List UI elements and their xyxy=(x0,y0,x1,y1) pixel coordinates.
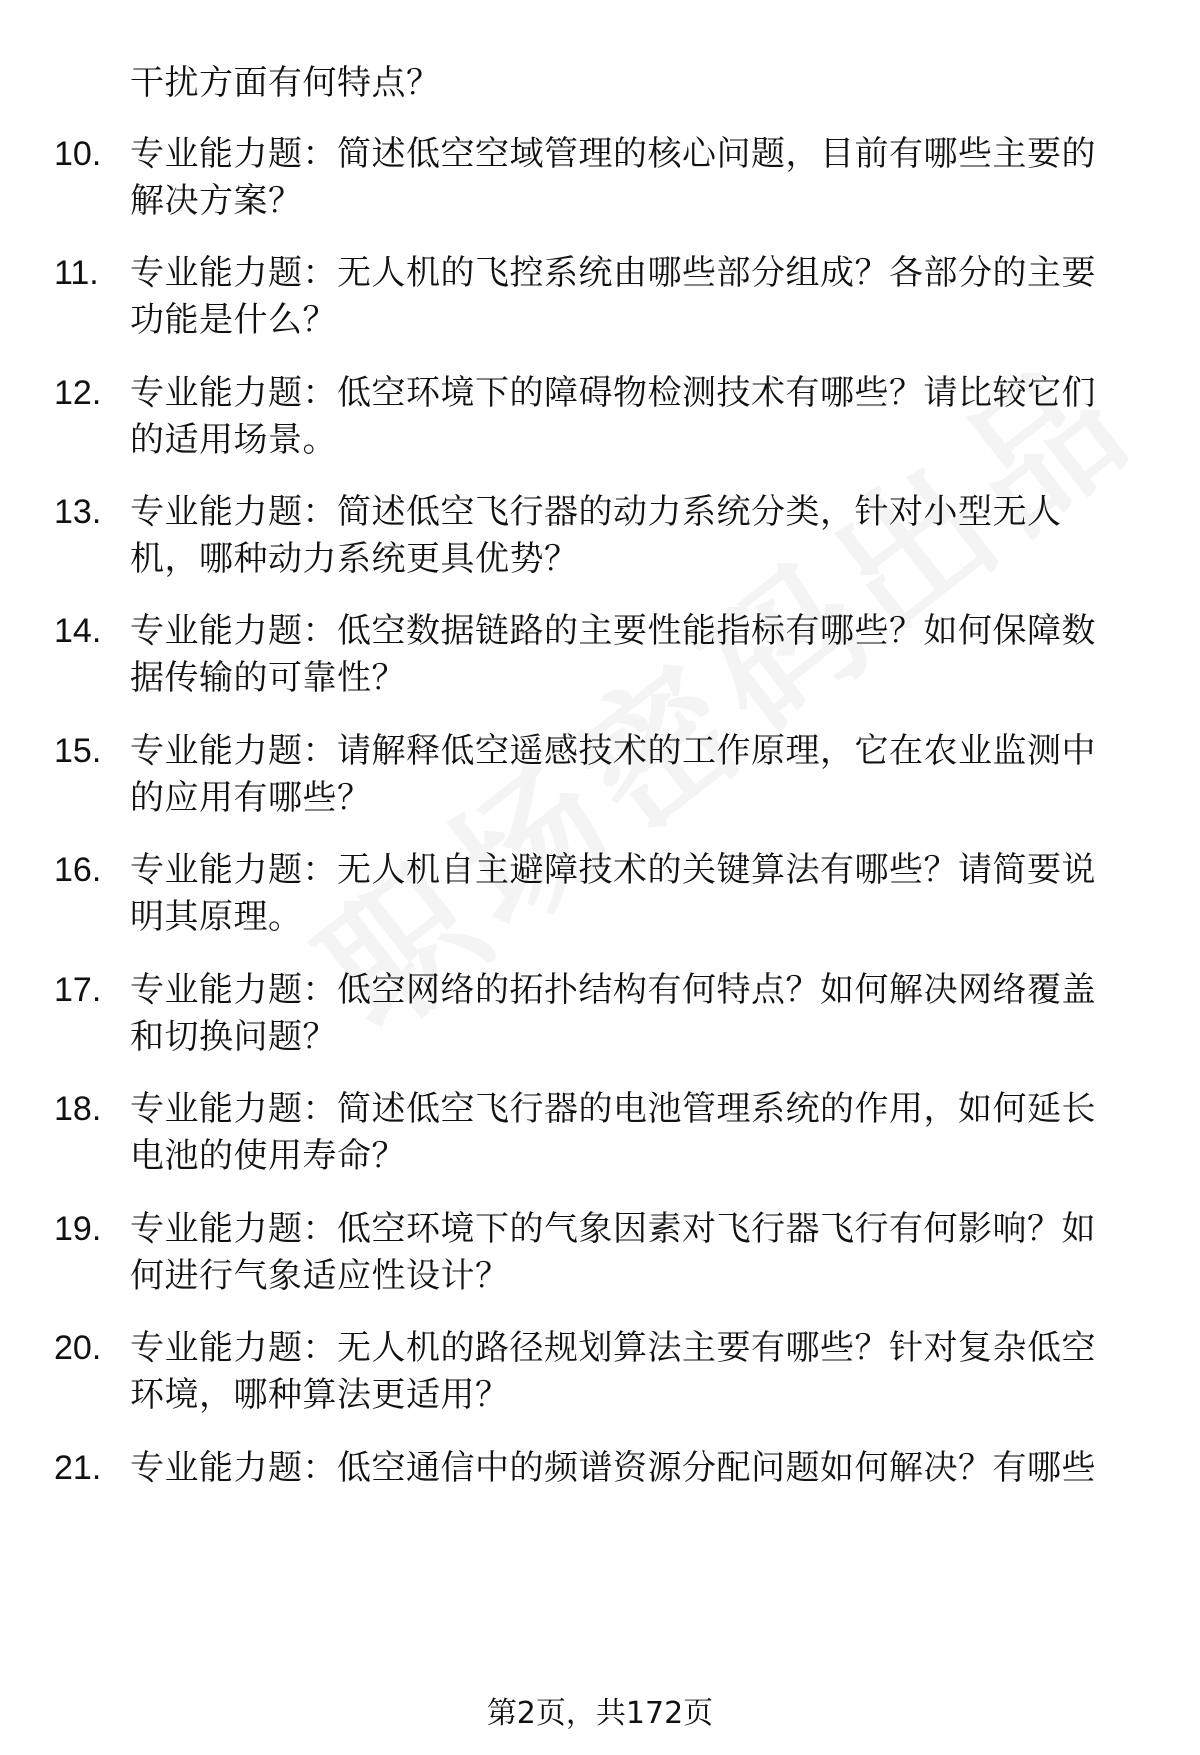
item-text-line1: 专业能力题：简述低空飞行器的电池管理系统的作用，如何延长 xyxy=(130,1089,1096,1129)
item-text-line1: 专业能力题：低空通信中的频谱资源分配问题如何解决？有哪些 xyxy=(130,1448,1096,1488)
item-text-line2: 解决方案？ xyxy=(130,181,303,221)
item-number: 19. xyxy=(54,1210,102,1248)
item-text-line2: 电池的使用寿命？ xyxy=(130,1136,406,1176)
list-item xyxy=(0,967,1200,1059)
item-number: 10. xyxy=(54,135,102,173)
item-text-line1: 专业能力题：低空环境下的气象因素对飞行器飞行有何影响？如 xyxy=(130,1209,1096,1249)
item-number: 13. xyxy=(54,493,102,531)
item-number: 14. xyxy=(54,612,102,650)
item-number: 16. xyxy=(54,851,102,889)
item-text-line2: 机，哪种动力系统更具优势？ xyxy=(130,539,579,579)
list-item xyxy=(0,1206,1200,1298)
list-item xyxy=(0,489,1200,581)
list-item xyxy=(0,608,1200,700)
item-text-line1: 专业能力题：无人机的飞控系统由哪些部分组成？各部分的主要 xyxy=(130,253,1096,293)
item-number: 18. xyxy=(54,1090,102,1128)
item-text-line1: 专业能力题：请解释低空遥感技术的工作原理，它在农业监测中 xyxy=(130,731,1096,771)
item-text-line1: 专业能力题：低空环境下的障碍物检测技术有哪些？请比较它们 xyxy=(130,373,1096,413)
item-text-line2: 的适用场景。 xyxy=(130,420,337,460)
list-item xyxy=(0,1325,1200,1417)
item-text-line2: 明其原理。 xyxy=(130,897,303,937)
item-number: 21. xyxy=(54,1449,102,1487)
item-number: 11. xyxy=(54,254,99,292)
item-text-line2: 环境，哪种算法更适用？ xyxy=(130,1375,510,1415)
list-item xyxy=(0,1445,1200,1537)
list-item xyxy=(0,250,1200,342)
intro-line: 干扰方面有何特点？ xyxy=(130,63,441,103)
list-item xyxy=(0,847,1200,939)
list-item xyxy=(0,1086,1200,1178)
item-text-line1: 专业能力题：低空数据链路的主要性能指标有哪些？如何保障数 xyxy=(130,611,1096,651)
item-text-line2: 何进行气象适应性设计？ xyxy=(130,1256,510,1296)
item-number: 15. xyxy=(54,732,102,770)
item-text-line1: 专业能力题：无人机自主避障技术的关键算法有哪些？请简要说 xyxy=(130,850,1096,890)
item-text-line1: 专业能力题：简述低空空域管理的核心问题，目前有哪些主要的 xyxy=(130,134,1096,174)
item-number: 12. xyxy=(54,374,102,412)
list-item xyxy=(0,131,1200,223)
item-text-line2: 和切换问题？ xyxy=(130,1017,337,1057)
list-item xyxy=(0,370,1200,462)
item-text-line2: 据传输的可靠性？ xyxy=(130,658,406,698)
page-footer: 第2页，共172页 xyxy=(486,1696,714,1731)
item-text-line1: 专业能力题：简述低空飞行器的动力系统分类，针对小型无人 xyxy=(130,492,1062,532)
item-text-line1: 专业能力题：无人机的路径规划算法主要有哪些？针对复杂低空 xyxy=(130,1328,1096,1368)
item-text-line2: 功能是什么？ xyxy=(130,300,337,340)
item-number: 17. xyxy=(54,971,102,1009)
list-item xyxy=(0,728,1200,820)
item-text-line1: 专业能力题：低空网络的拓扑结构有何特点？如何解决网络覆盖 xyxy=(130,970,1096,1010)
item-text-line2: 的应用有哪些？ xyxy=(130,778,372,818)
item-number: 20. xyxy=(54,1329,102,1367)
